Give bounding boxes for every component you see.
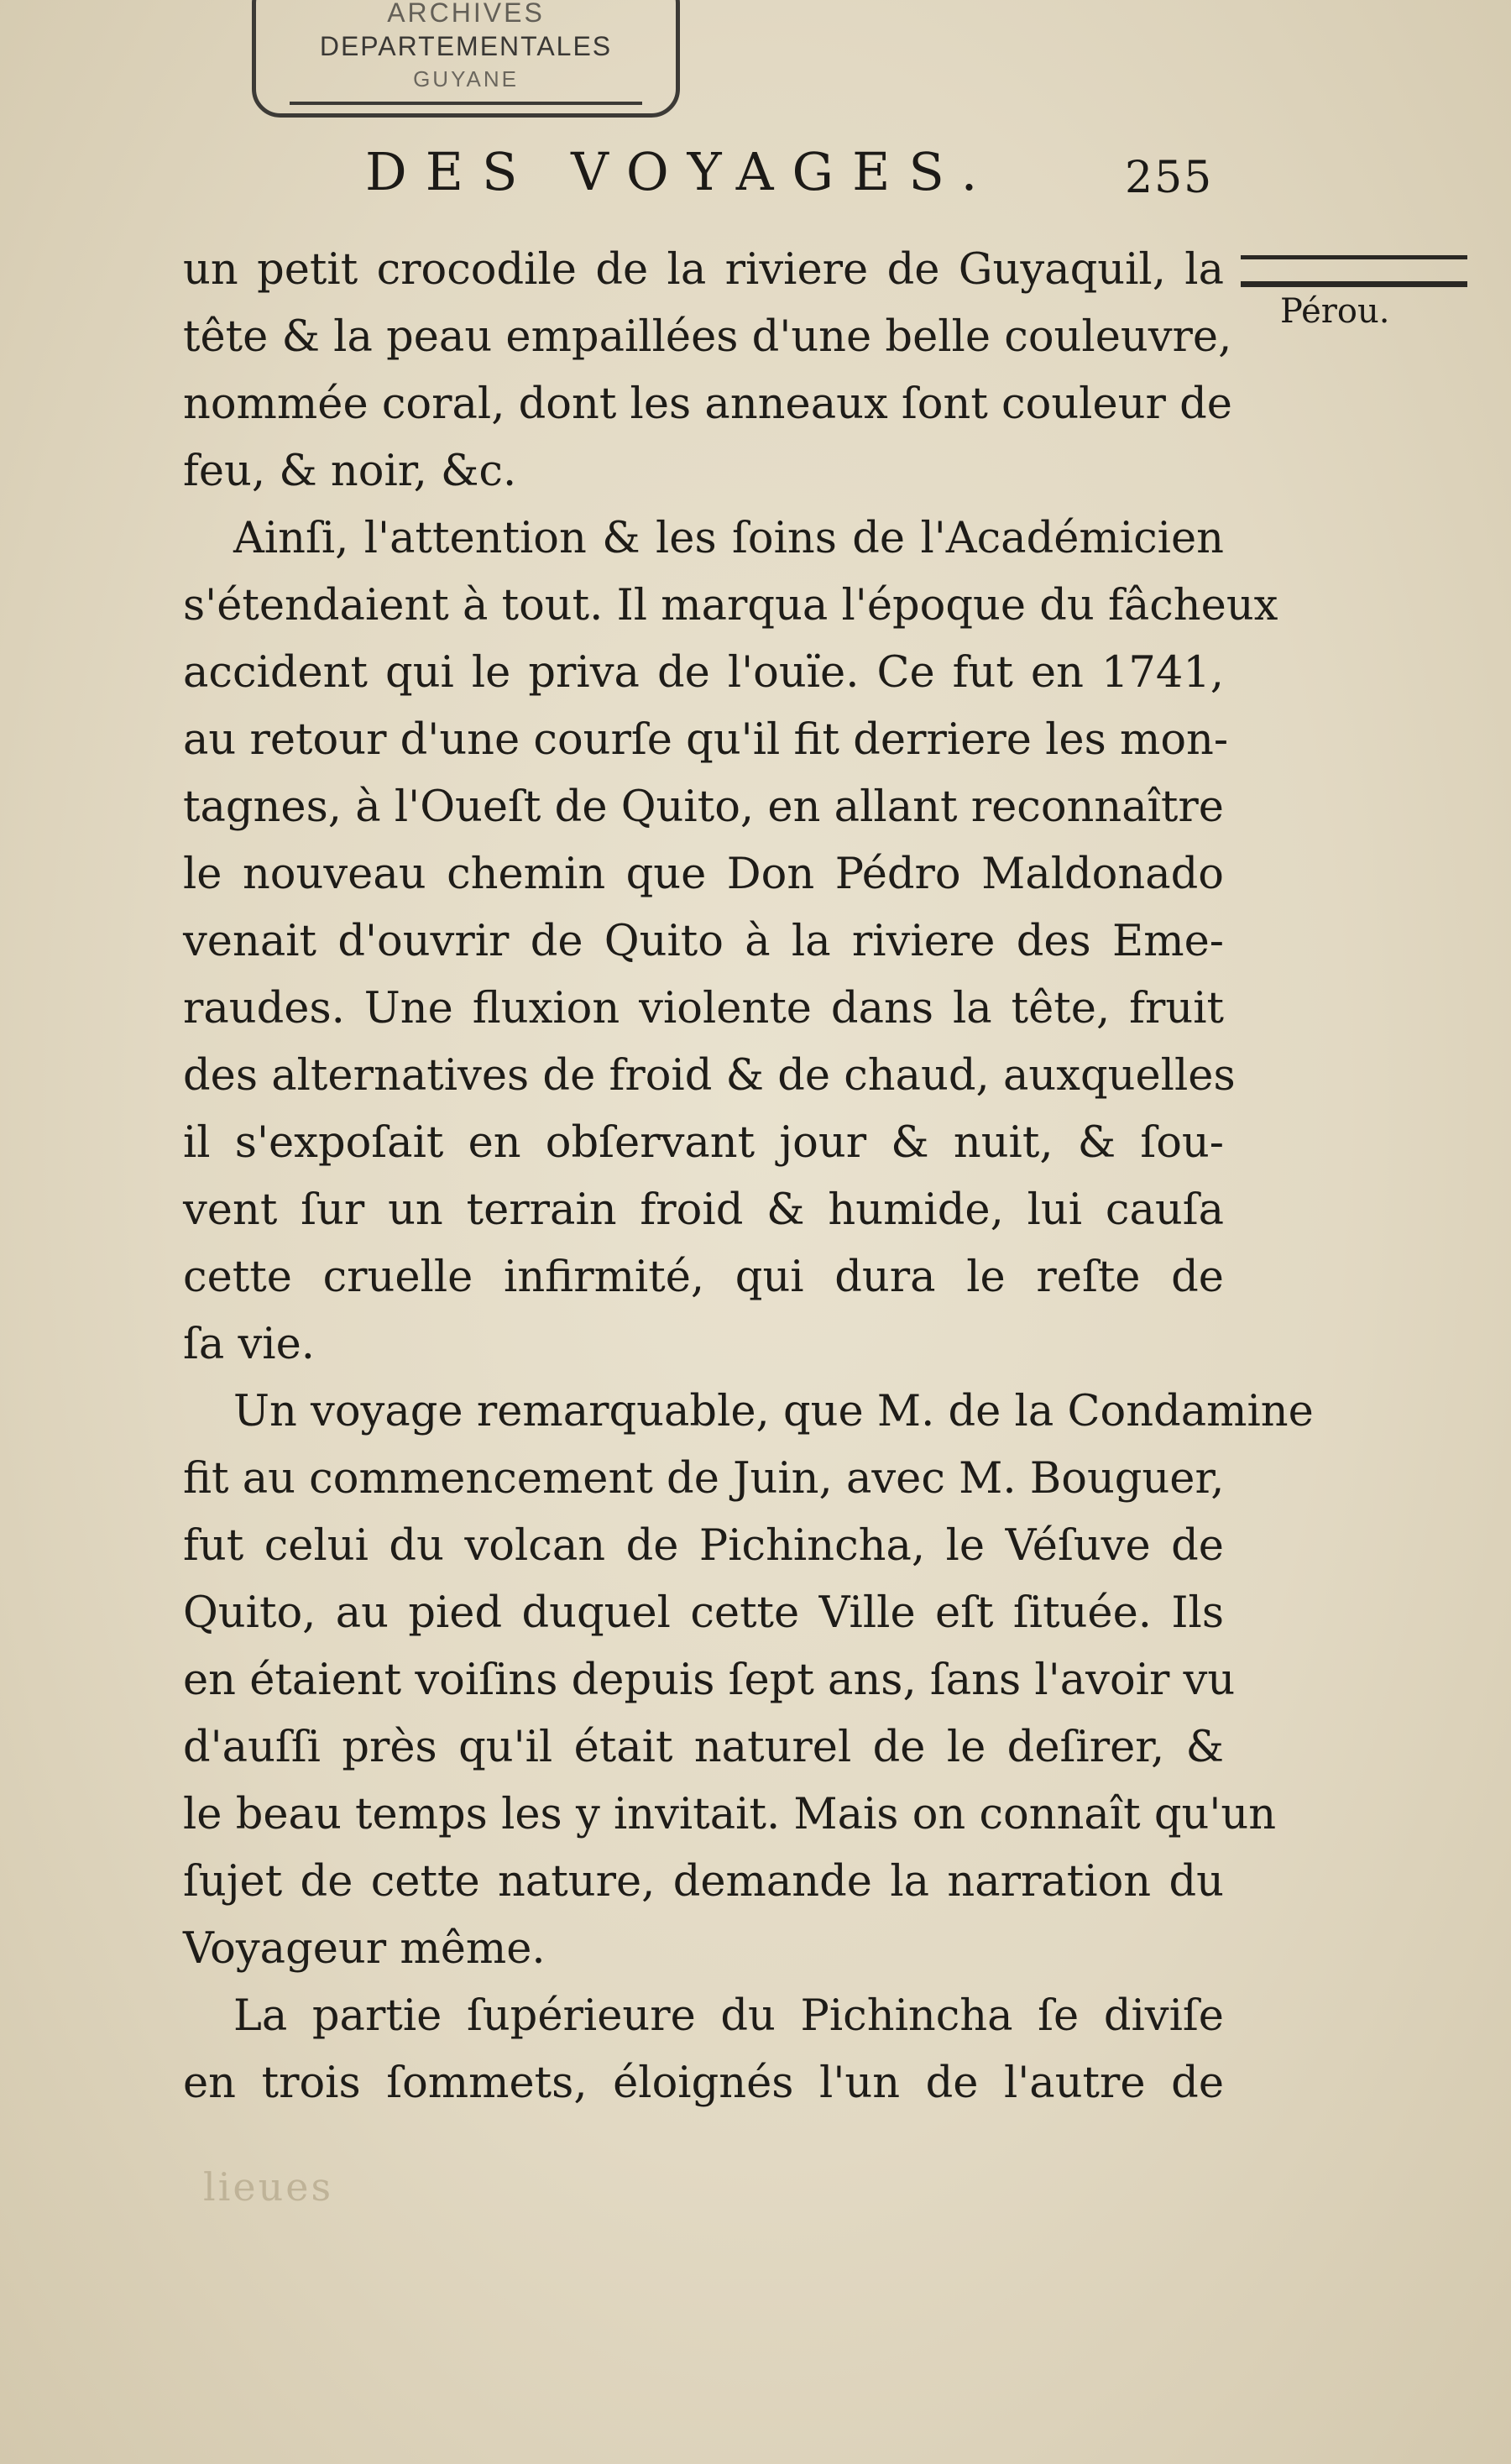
stamp-line-1: ARCHIVES xyxy=(387,0,545,28)
text-line: des alternatives de froid & de chaud, auxquelles xyxy=(183,1051,1236,1101)
text-line: accident qui le priva de l'ouïe. Ce fut en 1741, xyxy=(183,648,1224,698)
paragraph-start-line: La partie ſupérieure du Pichincha ſe diviſe xyxy=(233,1991,1224,2041)
text-line: Quito, au pied duquel cette Ville eſt ſituée. Ils xyxy=(183,1588,1224,1638)
archive-stamp xyxy=(252,0,680,118)
text-line: d'auſſi près qu'il était naturel de le deſirer, & xyxy=(183,1723,1224,1772)
text-line: le beau temps les y invitait. Mais on connaît qu'un xyxy=(183,1790,1277,1839)
text-line: cette cruelle infirmité, qui dura le reſte de xyxy=(183,1253,1224,1302)
text-line: en trois ſommets, éloignés l'un de l'autre de xyxy=(183,2059,1224,2108)
margin-note: Pérou. xyxy=(1280,292,1390,331)
text-line: tagnes, à l'Oueſt de Quito, en allant reconnaître xyxy=(183,782,1224,832)
text-line: un petit crocodile de la riviere de Guyaquil, la xyxy=(183,245,1224,295)
text-line: venait d'ouvrir de Quito à la riviere des Eme- xyxy=(183,917,1224,966)
running-head: DES VOYAGES. xyxy=(365,141,996,202)
text-line: fit au commencement de Juin, avec M. Bouguer, xyxy=(183,1454,1225,1504)
stamp-line-2: DEPARTEMENTALES xyxy=(319,31,613,61)
page-number: 255 xyxy=(1125,153,1214,203)
stamp-line-3: GUYANE xyxy=(413,66,519,92)
text-line: ſa vie. xyxy=(183,1320,316,1369)
text-line: feu, & noir, &c. xyxy=(183,447,517,496)
text-line: nommée coral, dont les anneaux ſont couleur de xyxy=(183,379,1232,429)
text-line: ſujet de cette nature, demande la narration du xyxy=(183,1857,1224,1907)
text-line: en étaient voiſins depuis ſept ans, ſans l'avoir vu xyxy=(183,1656,1236,1705)
text-line: Voyageur même. xyxy=(183,1924,546,1974)
text-line: tête & la peau empaillées d'une belle couleuvre, xyxy=(183,312,1232,362)
catchword: lieues xyxy=(203,2164,334,2210)
stamp-divider xyxy=(290,102,642,105)
paragraph-start-line: Ainſi, l'attention & les ſoins de l'Académicien xyxy=(233,514,1224,563)
margin-double-rule xyxy=(1241,255,1467,287)
text-line: s'étendaient à tout. Il marqua l'époque du fâcheux xyxy=(183,581,1278,630)
paragraph-start-line: Un voyage remarquable, que M. de la Condamine xyxy=(233,1387,1314,1436)
text-line: il s'expoſait en obſervant jour & nuit, & ſou- xyxy=(183,1118,1224,1168)
text-line: au retour d'une courſe qu'il fit derriere les mon- xyxy=(183,715,1229,765)
body-text xyxy=(183,237,1314,2117)
text-line: fut celui du volcan de Pichincha, le Véſuve de xyxy=(183,1521,1224,1571)
text-line: vent ſur un terrain froid & humide, lui cauſa xyxy=(183,1185,1224,1235)
text-line: le nouveau chemin que Don Pédro Maldonado xyxy=(183,850,1224,899)
text-line: raudes. Une fluxion violente dans la tête, fruit xyxy=(183,984,1224,1033)
